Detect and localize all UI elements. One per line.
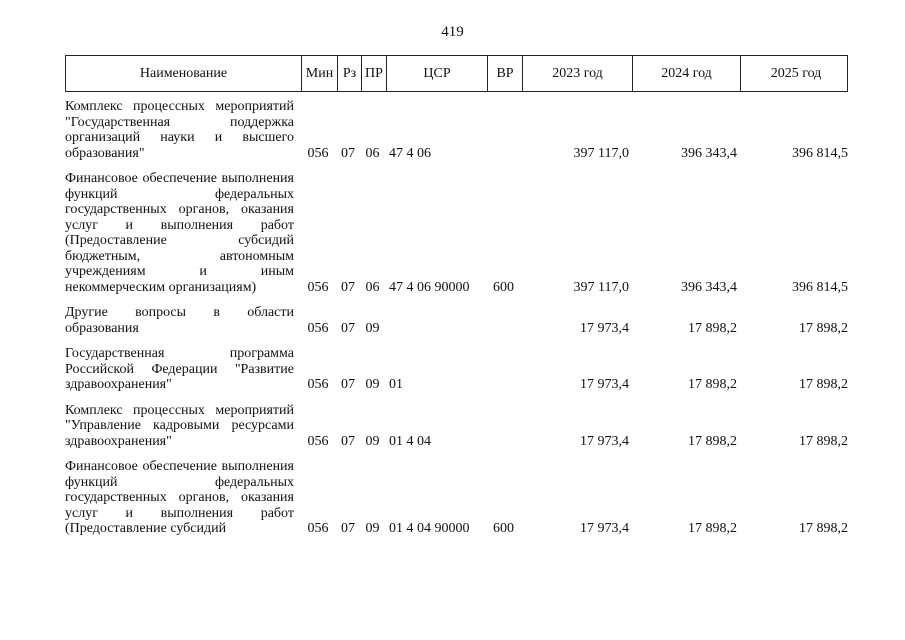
row-name: Другие вопросы в области образования xyxy=(65,305,294,336)
row-min: 056 xyxy=(307,433,329,449)
table-row xyxy=(65,346,848,393)
row-2023: 397 117,0 xyxy=(573,279,629,295)
header-min: Мин xyxy=(301,56,337,91)
row-2025: 396 814,5 xyxy=(792,145,848,161)
row-vr: 600 xyxy=(493,279,514,295)
row-min: 056 xyxy=(307,145,329,161)
row-csr: 01 4 04 xyxy=(389,433,431,449)
header-pr: ПР xyxy=(361,56,386,91)
row-vr: 600 xyxy=(493,521,514,536)
row-csr: 01 4 04 90000 xyxy=(389,521,470,536)
table-row xyxy=(65,459,848,537)
row-pr: 06 xyxy=(365,279,380,295)
header-2024: 2024 год xyxy=(632,56,740,91)
header-rz: Рз xyxy=(337,56,361,91)
table-row xyxy=(65,99,848,161)
row-pr: 09 xyxy=(365,320,380,336)
row-2023: 17 973,4 xyxy=(580,433,629,449)
row-2025: 17 898,2 xyxy=(799,377,848,392)
row-2024: 396 343,4 xyxy=(681,145,737,161)
row-2023: 17 973,4 xyxy=(580,377,629,392)
row-name: Комплекс процессных мероприятий "Управление кадровыми ресурсами здравоохранения" xyxy=(65,402,294,449)
row-2024: 17 898,2 xyxy=(688,377,737,392)
table-row xyxy=(65,403,848,450)
row-2024: 17 898,2 xyxy=(688,521,737,536)
row-rz: 07 xyxy=(341,145,355,161)
row-name: Финансовое обеспечение выполнения функций федеральных государственных органов, оказания услуг и выполнения работ (Предоставление субсидий бюджетным, автономным учреждениям и иным некоммерческим организациям) xyxy=(65,171,294,295)
row-rz: 07 xyxy=(341,377,355,392)
row-rz: 07 xyxy=(341,279,355,295)
row-name: Государственная программа Российской Федерации "Развитие здравоохранения" xyxy=(65,346,294,392)
row-2025: 17 898,2 xyxy=(799,320,848,336)
row-min: 056 xyxy=(307,521,329,536)
table-body xyxy=(65,99,848,547)
row-2024: 17 898,2 xyxy=(688,433,737,449)
row-pr: 09 xyxy=(365,433,380,449)
row-name: Комплекс процессных мероприятий "Государственная поддержка организаций науки и высшего образования" xyxy=(65,99,294,161)
row-2024: 17 898,2 xyxy=(688,320,737,336)
page-number: 419 xyxy=(441,24,464,40)
table-header xyxy=(65,55,848,92)
row-2025: 17 898,2 xyxy=(799,433,848,449)
header-2023: 2023 год xyxy=(522,56,632,91)
row-min: 056 xyxy=(307,320,329,336)
row-csr: 47 4 06 90000 xyxy=(389,279,470,295)
row-min: 056 xyxy=(307,279,329,295)
header-name: Наименование xyxy=(139,65,228,81)
row-rz: 07 xyxy=(341,320,355,336)
row-2024: 396 343,4 xyxy=(681,279,737,295)
row-pr: 06 xyxy=(365,145,380,161)
table-row xyxy=(65,171,848,295)
row-pr: 09 xyxy=(365,377,380,392)
table-row xyxy=(65,305,848,336)
row-2023: 397 117,0 xyxy=(573,145,629,161)
header-vr: ВР xyxy=(487,56,522,91)
row-pr: 09 xyxy=(365,521,380,536)
row-rz: 07 xyxy=(341,433,355,449)
row-csr: 01 xyxy=(389,377,403,392)
row-2025: 17 898,2 xyxy=(799,521,848,536)
row-name: Финансовое обеспечение выполнения функций федеральных государственных органов, оказания услуг и выполнения работ (Предоставление субсидий xyxy=(65,459,294,536)
row-2025: 396 814,5 xyxy=(792,279,848,295)
row-rz: 07 xyxy=(341,521,355,536)
row-2023: 17 973,4 xyxy=(580,521,629,536)
row-min: 056 xyxy=(307,377,329,392)
header-2025: 2025 год xyxy=(740,56,851,91)
row-csr: 47 4 06 xyxy=(389,145,431,161)
header-csr: ЦСР xyxy=(386,56,487,91)
row-2023: 17 973,4 xyxy=(580,320,629,336)
